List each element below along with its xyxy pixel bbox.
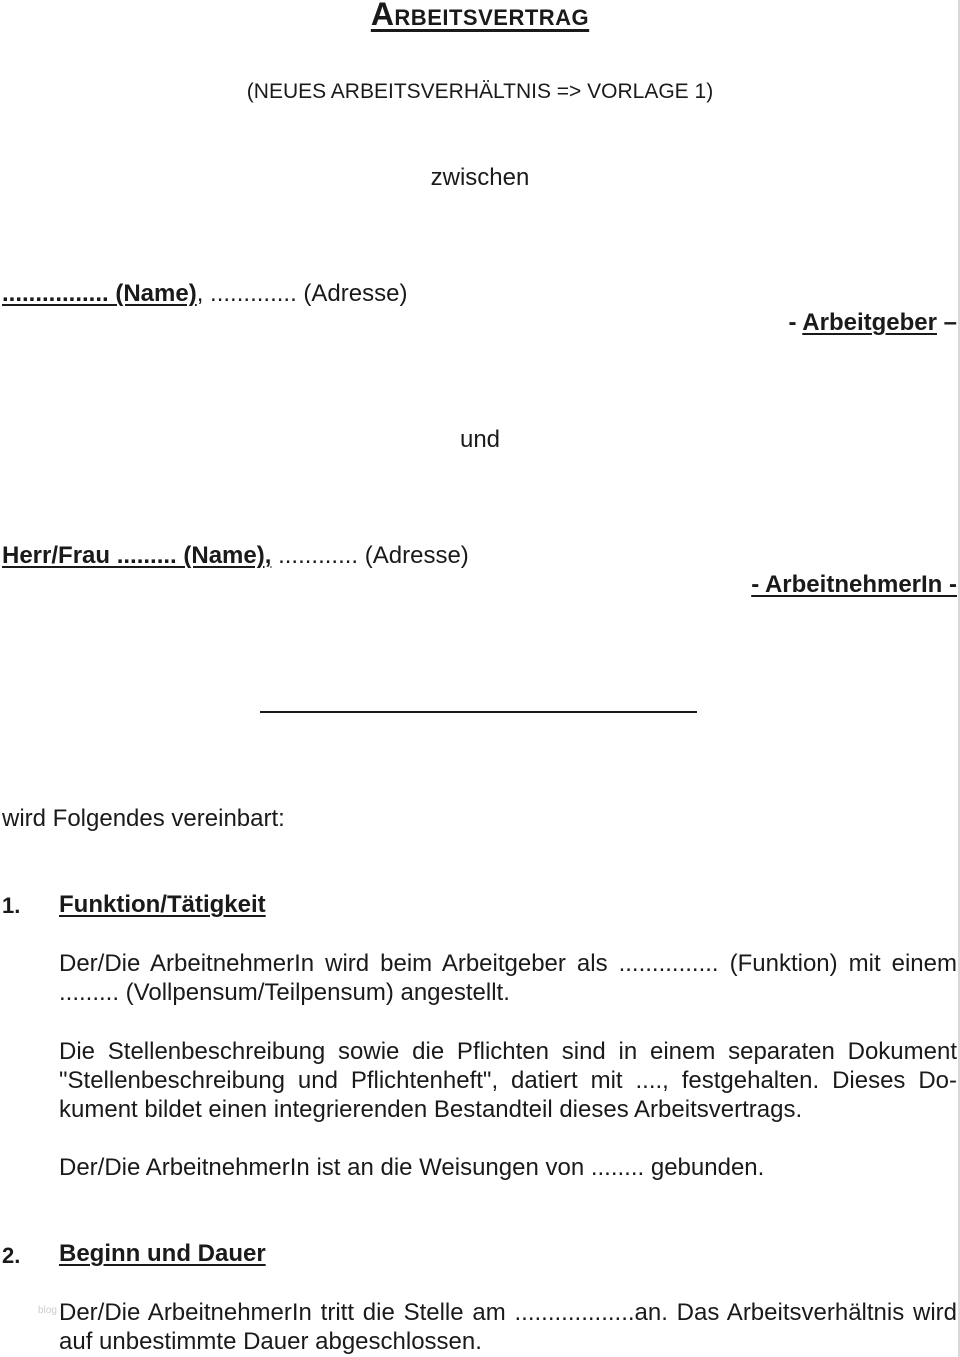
section-2-paragraph-1-text: Der/Die ArbeitnehmerIn tritt die Stelle am ..................an. Das Arbeitsverhältnis wird auf unbestimmte Dauer abgeschlossen.	[59, 1299, 957, 1355]
section-2-paragraph-1	[59, 1298, 957, 1356]
employer-role-suffix: –	[936, 309, 957, 336]
employer-role-prefix: -	[788, 309, 803, 336]
section-2-number: 2.	[2, 1243, 21, 1268]
section-1-number: 1.	[2, 893, 21, 918]
document-title	[0, 0, 960, 33]
section-1-heading: Funktion/Tätigkeit	[59, 891, 266, 918]
section-1-paragraph-1-text: Der/Die ArbeitnehmerIn wird beim Arbeitgeber als ............... (Funktion) mit einem ......... (Vollpensum/Teilpensum) angestellt.	[59, 950, 957, 1006]
employer-line	[2, 280, 407, 308]
section-1-paragraph-3-text: Der/Die ArbeitnehmerIn ist an die Weisungen von ........ gebunden.	[59, 1154, 765, 1181]
section-1-paragraph-2	[59, 1037, 957, 1124]
section-2-heading: Beginn und Dauer	[59, 1240, 266, 1267]
employer-address: , ............. (Adresse)	[196, 280, 408, 307]
section-1-paragraph-2-text: Die Stellenbeschreibung sowie die Pflichten sind in einem separaten Dokument "Stellenbeschreibung und Pflichtenheft", datiert mit ...., festgehalten. Dieses Do-kument bildet einen integrierenden Bestandteil dieses Arbeitsvertrags.	[59, 1038, 957, 1123]
separator-rule	[260, 711, 697, 713]
document-title-text: Arbeitsvertrag	[370, 0, 590, 32]
employee-name: Herr/Frau ......... (Name),	[2, 542, 272, 569]
section-1-paragraph-1	[59, 949, 957, 1007]
employer-role	[789, 309, 958, 337]
employee-address: ............ (Adresse)	[271, 542, 469, 569]
agreed-line: wird Folgendes vereinbart:	[2, 805, 285, 832]
between-label: zwischen	[430, 164, 530, 191]
employer-role-text: Arbeitgeber	[802, 309, 937, 336]
section-1-paragraph-3	[59, 1153, 957, 1182]
employee-role: - ArbeitnehmerIn -	[751, 571, 957, 598]
watermark: blog	[38, 1305, 57, 1316]
employer-name: ................ (Name)	[2, 280, 197, 307]
employee-line	[2, 542, 469, 570]
and-label: und	[459, 426, 501, 453]
document-subtitle: (NEUES ARBEITSVERHÄLTNIS => VORLAGE 1)	[246, 80, 714, 103]
